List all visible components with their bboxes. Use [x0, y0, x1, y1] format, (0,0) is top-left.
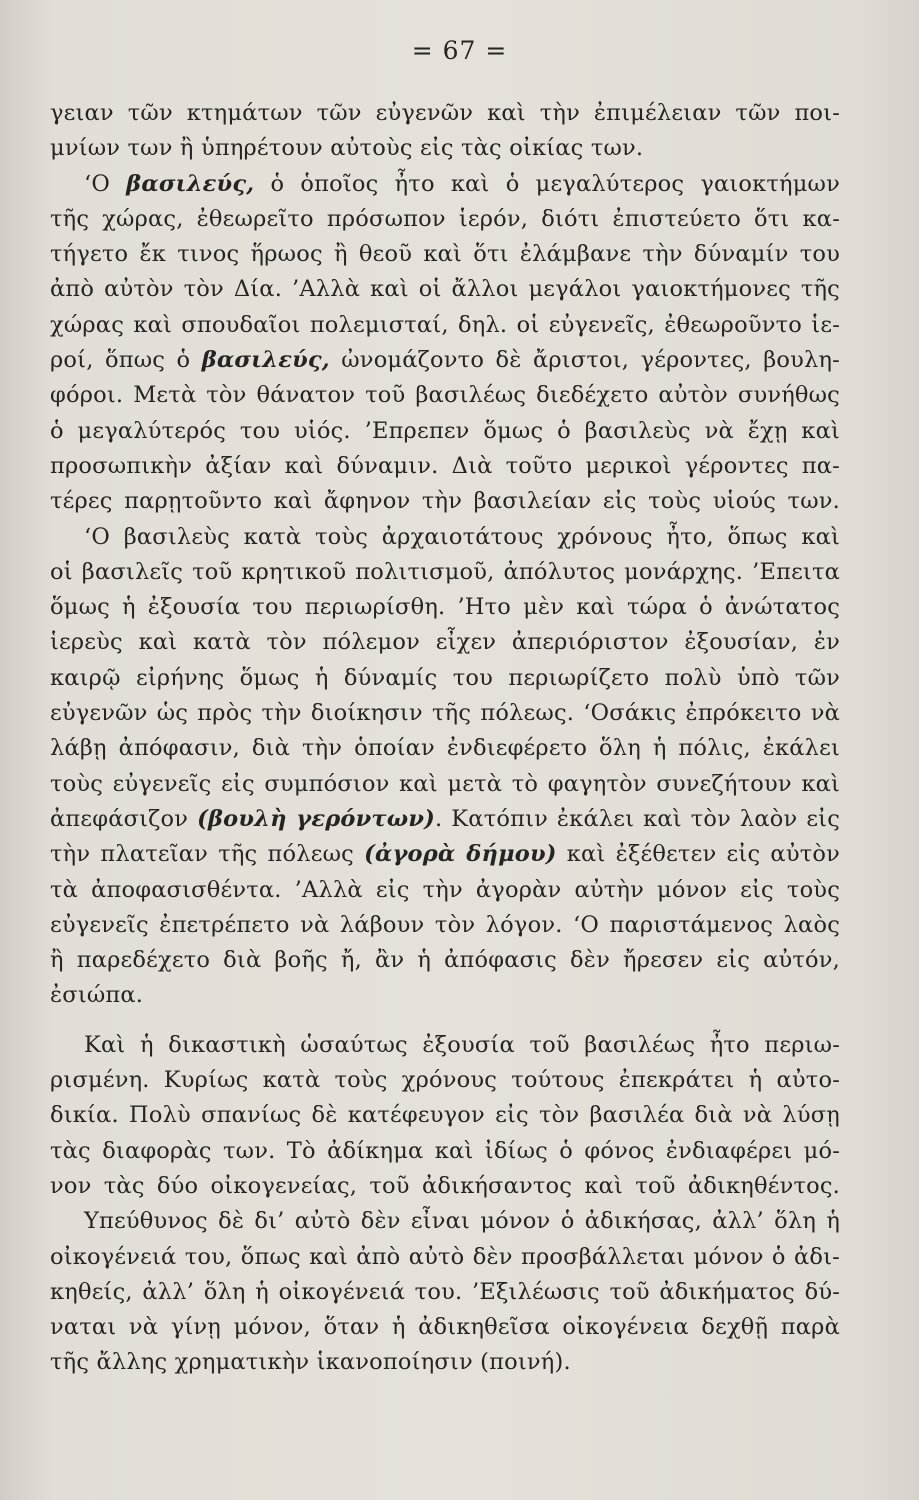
text-line: οἰκογένειά του, ὅπως καὶ ἀπὸ αὐτὸ δὲν προσβάλλεται μόνον ὁ ἀδι-	[50, 1243, 840, 1270]
text-line: τὰς διαφορὰς των. Τὸ ἀδίκημα καὶ ἰδίως ὁ φόνος ἐνδιαφέρει μό-	[50, 1137, 840, 1164]
text-line: ‘Ο βασιλεὺς κατὰ τοὺς ἀρχαιοτάτους χρόνους ἦτο, ὅπως καὶ	[84, 523, 840, 550]
emphasis-term: βασιλεύς,	[126, 170, 255, 197]
text-line: εὐγενῶν ὡς πρὸς τὴν διοίκησιν τῆς πόλεως. ‘Οσάκις ἐπρόκειτο νὰ	[50, 700, 840, 727]
emphasis-term: (ἀγορὰ δήμου)	[364, 841, 557, 868]
text-line: νον τὰς δύο οἰκογενείας, τοῦ ἀδικήσαντος καὶ τοῦ ἀδικηθέντος.	[50, 1172, 840, 1199]
text-line: δικία. Πολὺ σπανίως δὲ κατέφευγον εἰς τὸν βασιλέα διὰ νὰ λύσῃ	[50, 1102, 840, 1129]
body-text	[50, 96, 840, 1381]
text-line: Καὶ ἡ δικαστικὴ ὡσαύτως ἐξουσία τοῦ βασιλέως ἦτο περιω-	[84, 1031, 840, 1058]
text-line: ἀπεφάσιζον (βουλὴ γερόντων). Κατόπιν ἐκάλει καὶ τὸν λαὸν εἰς	[50, 805, 840, 832]
text-line: ὅμως ἡ ἐξουσία του περιωρίσθη. ’Ητο μὲν καὶ τώρα ὁ ἀνώτατος	[50, 594, 840, 621]
page-number: = 67 =	[411, 36, 508, 65]
text-line: οἱ βασιλεῖς τοῦ κρητικοῦ πολιτισμοῦ, ἀπόλυτος μονάρχης. ’Επειτα	[50, 558, 840, 585]
text-line: τὰ ἀποφασισθέντα. ’Αλλὰ εἰς τὴν ἀγορὰν αὐτὴν μόνον εἰς τοὺς	[50, 876, 840, 903]
text-line: γειαν τῶν κτημάτων τῶν εὐγενῶν καὶ τὴν ἐπιμέλειαν τῶν ποι-	[50, 100, 840, 126]
text-line: εὐγενεῖς ἐπετρέπετο νὰ λάβουν τὸν λόγον. ‘Ο παριστάμενος λαὸς	[50, 911, 840, 938]
text-line: ρισμένη. Κυρίως κατὰ τοὺς χρόνους τούτους ἐπεκράτει ἡ αὐτο-	[50, 1067, 840, 1094]
text-line: λάβῃ ἀπόφασιν, διὰ τὴν ὁποίαν ἐνδιεφέρετο ὅλη ἡ πόλις, ἐκάλει	[50, 735, 840, 762]
emphasis-term: (βουλὴ γερόντων)	[197, 805, 436, 832]
text-line: ἐσιώπα.	[50, 982, 144, 1009]
text-line: τήγετο ἔκ τινος ἥρωος ἢ θεοῦ καὶ ὅτι ἐλάμβανε τὴν δύναμίν του	[50, 241, 840, 268]
text-line: ἢ παρεδέχετο διὰ βοῆς ἤ, ἂν ἡ ἀπόφασις δὲν ἤρεσεν εἰς αὐτόν,	[50, 947, 840, 974]
text-line: τῆς χώρας, ἐθεωρεῖτο πρόσωπον ἱερόν, διότι ἐπιστεύετο ὅτι κα-	[50, 205, 840, 232]
text-line: ναται νὰ γίνῃ μόνον, ὅταν ἡ ἀδικηθεῖσα οἰκογένεια δεχθῇ παρὰ	[50, 1314, 840, 1341]
text-line: τοὺς εὐγενεῖς εἰς συμπόσιον καὶ μετὰ τὸ φαγητὸν συνεζήτουν καὶ	[50, 770, 840, 797]
text-line: χώρας καὶ σπουδαῖοι πολεμισταί, δηλ. οἱ εὐγενεῖς, ἐθεωροῦντο ἱε-	[50, 311, 840, 338]
text-line: ὁ μεγαλύτερός του υἱός. ’Επρεπεν ὅμως ὁ βασιλεὺς νὰ ἔχῃ καὶ	[50, 417, 840, 444]
text-line: ἀπὸ αὐτὸν τὸν Δία. ’Αλλὰ καὶ οἱ ἄλλοι μεγάλοι γαιοκτήμονες τῆς	[50, 276, 840, 303]
text-line: τέρες παρῃτοῦντο καὶ ἄφηνον τὴν βασιλείαν εἰς τοὺς υἱούς των.	[50, 488, 840, 515]
text-line: τῆς ἄλλης χρηματικὴν ἱκανοποίησιν (ποινή).	[50, 1349, 571, 1376]
emphasis-term: βασιλεύς,	[201, 347, 330, 374]
text-line: μνίων των ἢ ὑπηρέτουν αὐτοὺς εἰς τὰς οἰκίας των.	[50, 135, 644, 162]
text-line: ‘Ο βασιλεύς, ὁ ὁποῖος ἦτο καὶ ὁ μεγαλύτερος γαιοκτήμων	[84, 170, 840, 197]
text-line: φόροι. Μετὰ τὸν θάνατον τοῦ βασιλέως διεδέχετο αὐτὸν συνήθως	[50, 382, 840, 409]
text-line: προσωπικὴν ἀξίαν καὶ δύναμιν. Διὰ τοῦτο μερικοὶ γέροντες πα-	[50, 452, 840, 479]
text-line: καιρῷ εἰρήνης ὅμως ἡ δύναμίς του περιωρίζετο πολὺ ὑπὸ τῶν	[50, 664, 840, 691]
text-line: ροί, ὅπως ὁ βασιλεύς, ὠνομάζοντο δὲ ἄριστοι, γέροντες, βουλη-	[50, 347, 840, 374]
text-line: τὴν πλατεῖαν τῆς πόλεως (ἀγορὰ δήμου) καὶ ἐξέθετεν εἰς αὐτὸν	[50, 841, 840, 868]
text-line: Υπεύθυνος δὲ δι’ αὐτὸ δὲν εἶναι μόνον ὁ ἀδικήσας, ἀλλ’ ὅλη ἡ	[84, 1208, 840, 1235]
text-line: ἱερεὺς καὶ κατὰ τὸν πόλεμον εἶχεν ἀπεριόριστον ἐξουσίαν, ἐν	[50, 629, 840, 656]
text-line: κηθείς, ἀλλ’ ὅλη ἡ οἰκογένειά του. ’Εξιλέωσις τοῦ ἀδικήματος δύ-	[50, 1278, 840, 1305]
